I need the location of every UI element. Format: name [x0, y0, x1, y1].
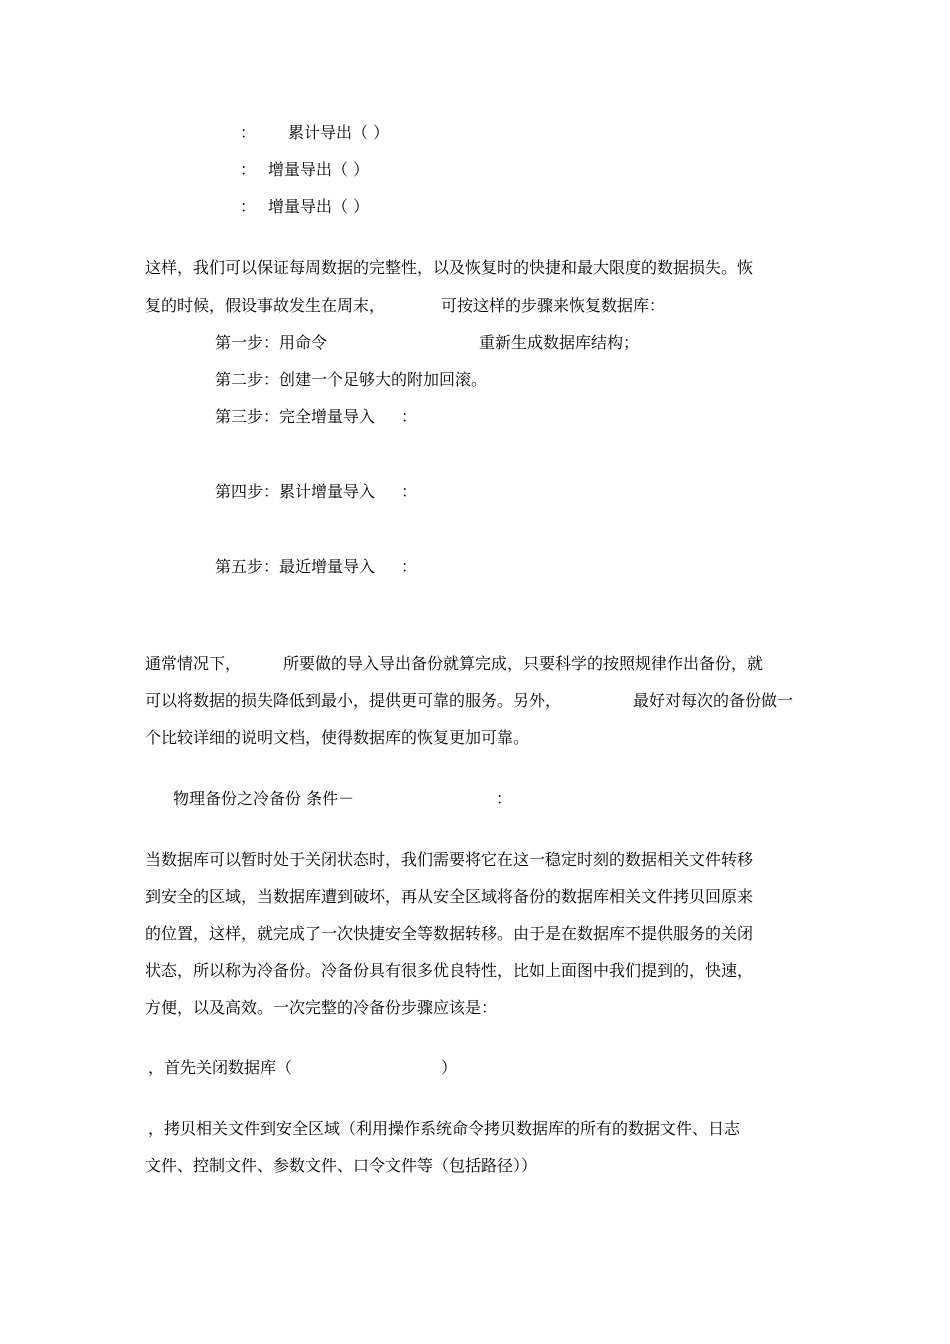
para2-line1a: 通常情况下， [145, 654, 242, 673]
para1-line2a: 复的时候，假设事故发生在周末， [145, 296, 386, 315]
schedule-colon-3: ： [240, 197, 257, 216]
schedule-item-1: 累计导出（ ） [288, 123, 390, 142]
para3-line1: 当数据库可以暂时处于关闭状态时，我们需要将它在这一稳定时刻的数据相关文件转移 [145, 850, 754, 869]
schedule-item-2: 增量导出（ ） [268, 160, 370, 179]
step-5-b: ： [401, 557, 418, 576]
item1-a: ，首先关闭数据库（ [148, 1058, 293, 1077]
step-4-b: ： [401, 482, 418, 501]
para3-line5: 方便，以及高效。一次完整的冷备份步骤应该是： [145, 998, 498, 1017]
para3-line4: 状态，所以称为冷备份。冷备份具有很多优良特性，比如上面图中我们提到的，快速， [145, 961, 754, 980]
step-5-a: 第五步：最近增量导入 [215, 557, 376, 576]
schedule-item-3: 增量导出（ ） [268, 197, 370, 216]
para1-line2b: 可按这样的步骤来恢复数据库： [441, 296, 666, 315]
para2-line2b: 最好对每次的备份做一 [633, 691, 794, 710]
section-heading-colon: ： [496, 789, 513, 808]
step-3-b: ： [401, 407, 418, 426]
para3-line2: 到安全的区域，当数据库遭到破坏，再从安全区域将备份的数据库相关文件拷贝回原来 [145, 887, 754, 906]
para2-line1b: 所要做的导入导出备份就算完成，只要科学的按照规律作出备份，就 [283, 654, 764, 673]
para1-line1: 这样，我们可以保证每周数据的完整性，以及恢复时的快捷和最大限度的数据损失。恢 [145, 258, 754, 277]
section-heading: 物理备份之冷备份 条件－ [173, 789, 355, 808]
step-1-a: 第一步：用命令 [215, 333, 328, 352]
step-1-b: 重新生成数据库结构； [479, 333, 640, 352]
item2-line2: 文件、控制文件、参数文件、口令文件等（包括路径）） [145, 1156, 538, 1175]
para3-line3: 的位置，这样，就完成了一次快捷安全等数据转移。由于是在数据库不提供服务的关闭 [145, 924, 754, 943]
step-2: 第二步：创建一个足够大的附加回滚。 [215, 370, 488, 389]
schedule-colon-2: ： [240, 160, 257, 179]
item1-b: ） [441, 1058, 458, 1077]
step-3-a: 第三步：完全增量导入 [215, 407, 376, 426]
schedule-colon-1: ： [240, 123, 257, 142]
item2-line1: ，拷贝相关文件到安全区域（利用操作系统命令拷贝数据库的所有的数据文件、日志 [148, 1119, 741, 1138]
step-4-a: 第四步：累计增量导入 [215, 482, 376, 501]
para2-line2a: 可以将数据的损失降低到最小，提供更可靠的服务。另外， [145, 691, 562, 710]
para2-line3: 个比较详细的说明文档，使得数据库的恢复更加可靠。 [145, 728, 530, 747]
